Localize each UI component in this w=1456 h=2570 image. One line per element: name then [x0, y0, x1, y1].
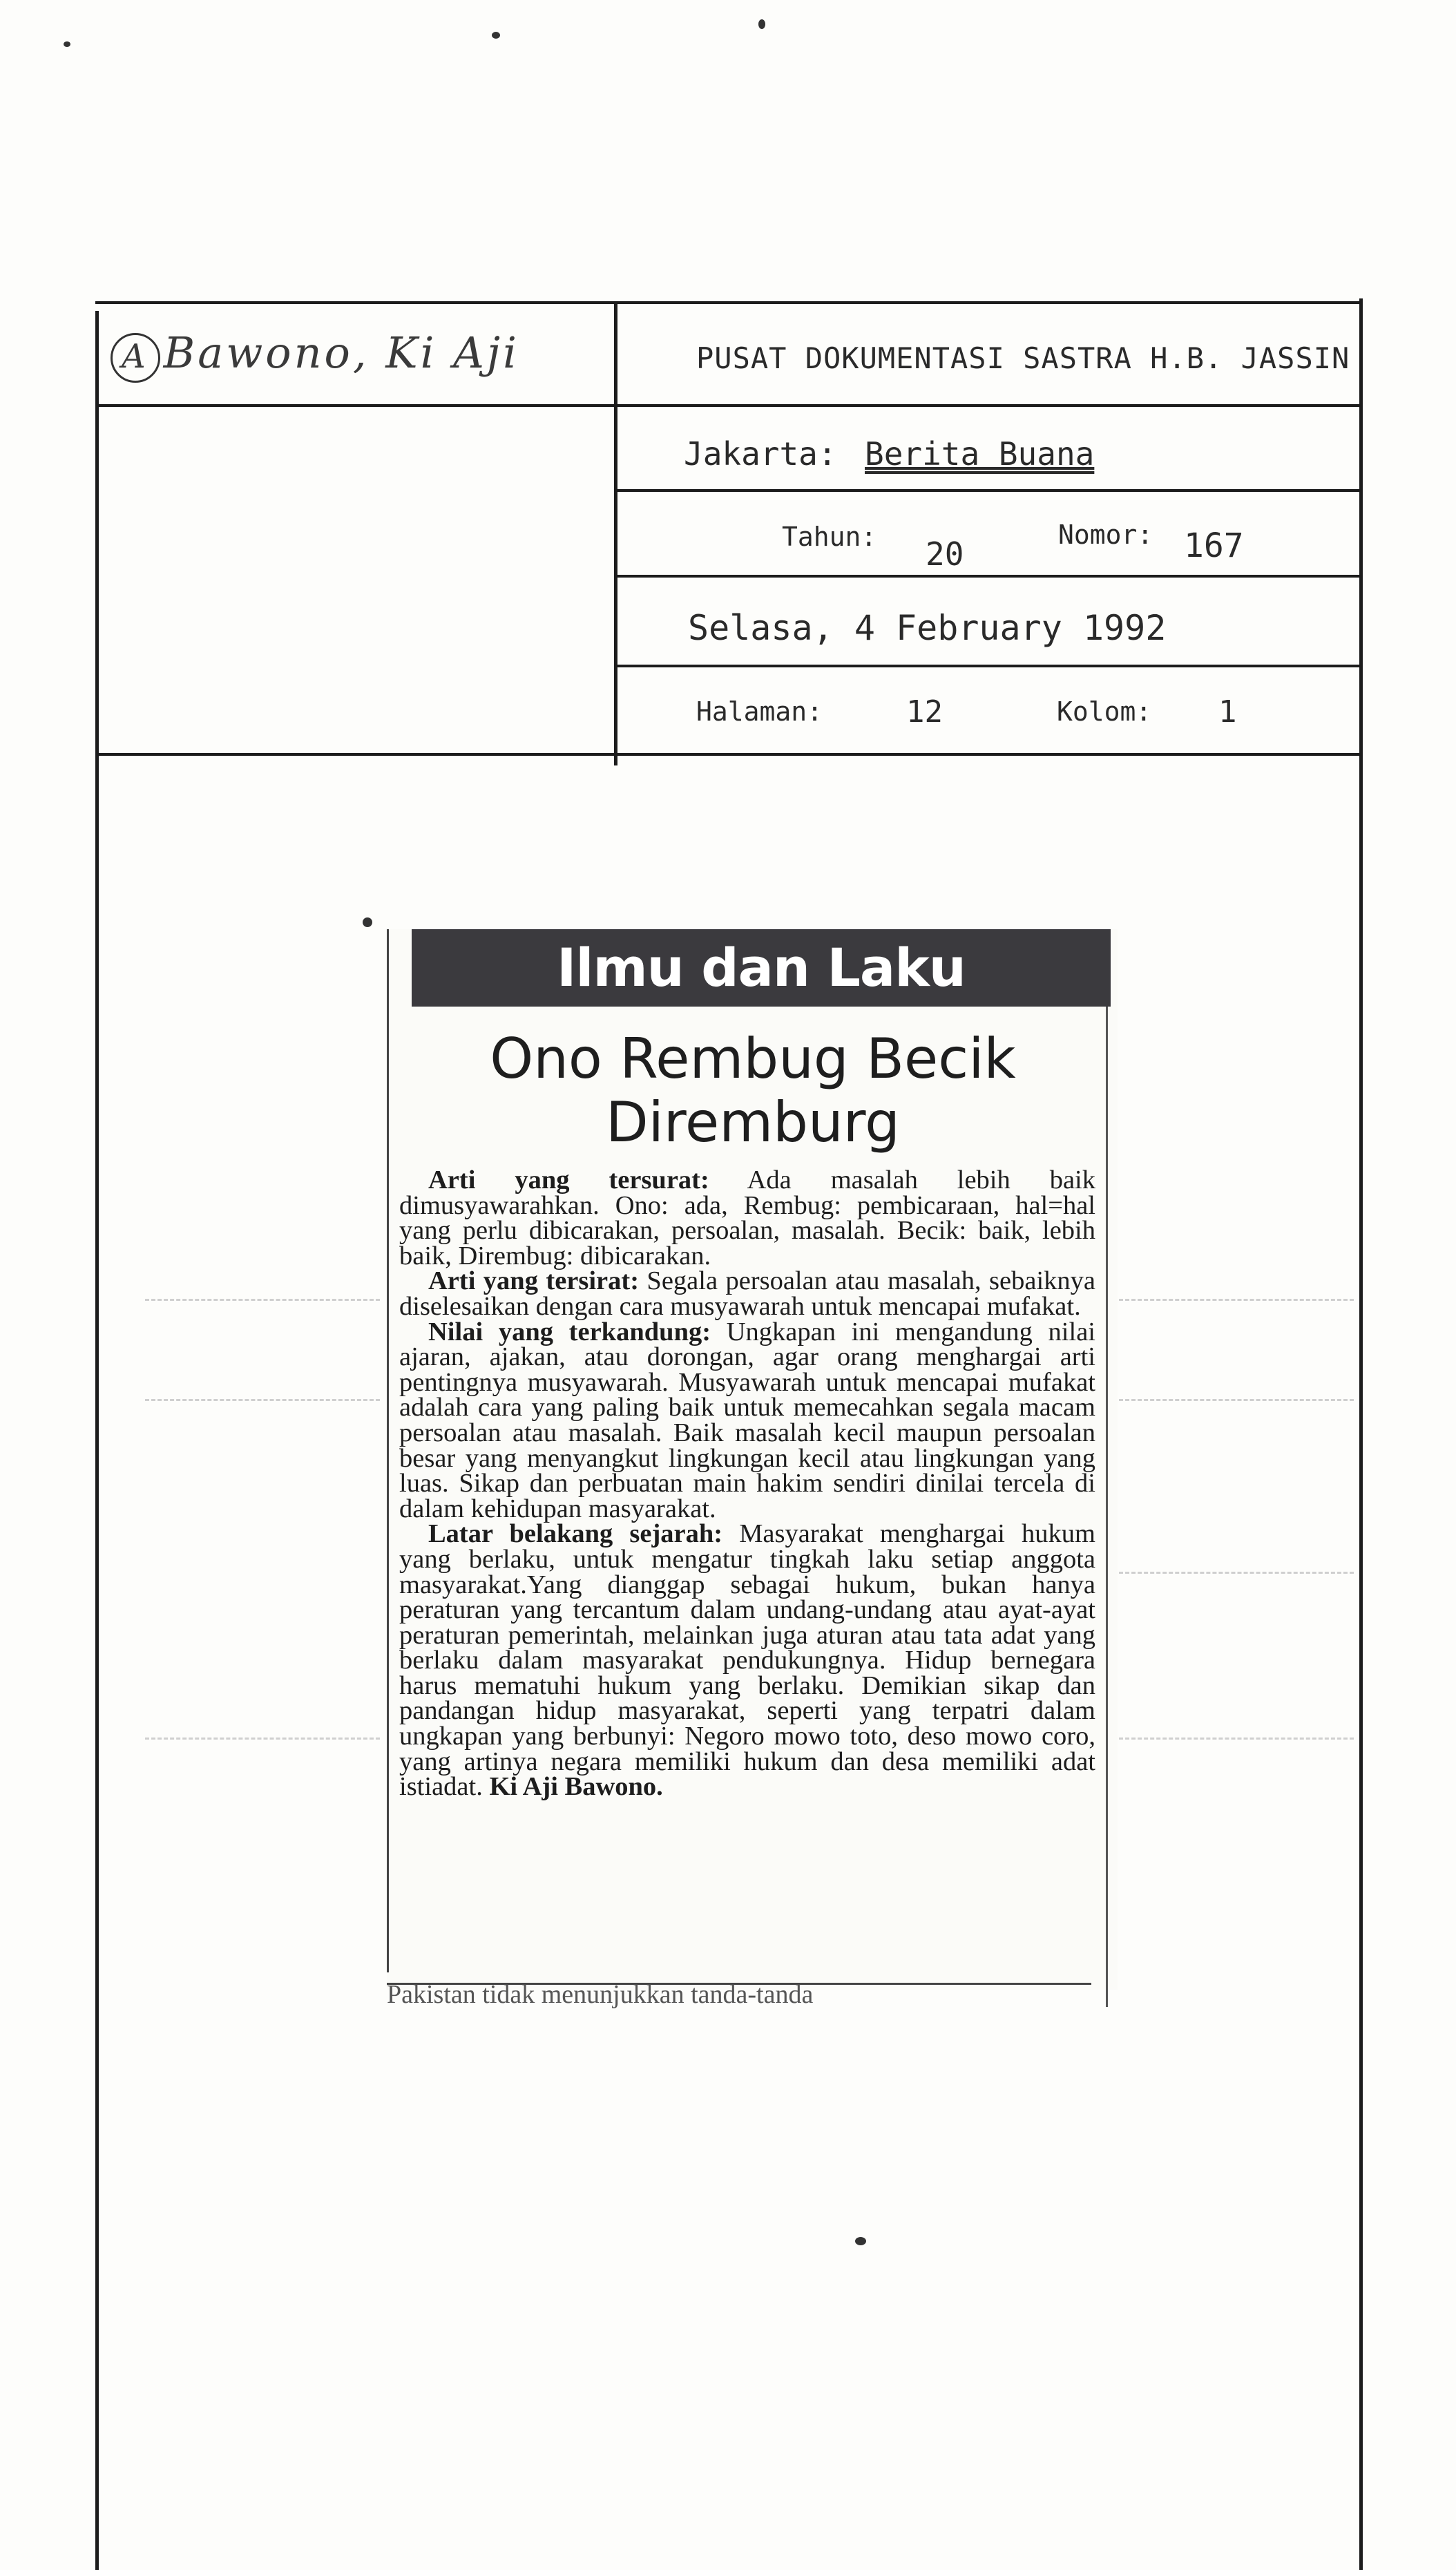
article-title-line: Diremburg: [606, 1090, 900, 1154]
newspaper-clipping: [387, 929, 1118, 2009]
cut-off-next-article-text: Pakistan tidak menunjukkan tanda-tanda: [387, 1980, 814, 2009]
column-label: Kolom:: [1057, 696, 1152, 727]
article-paragraph: [399, 1268, 1095, 1319]
publication-date: Selasa, 4 February 1992: [688, 608, 1167, 648]
scan-speck: [363, 917, 372, 927]
scan-speck: [492, 32, 500, 39]
paragraph-text: Masyarakat menghargai hukum yang berlaku, untuk mengatur tingkah laku setiap anggota masyarakat.Yang dianggap sebagai hukum, bukan hanya peraturan yang tercantum dalam undang-undang atau ayat-ayat peraturan pemerintah, melainkan juga aturan atau tata adat yang berlaku dalam masyarakat pendukungnya. Hidup bernegara harus mematuhi hukum yang berlaku. Demikian sikap dan pandangan hidup masyarakat, seperti yang terpatri dalam ungkapan yang berbunyi: Negoro mowo toto, deso mowo coro, yang artinya negara memiliki hukum dan desa memiliki adat istiadat.: [399, 1519, 1095, 1802]
paragraph-text: Ungkapan ini mengandung nilai ajaran, ajakan, atau dorongan, agar orang menghargai arti pentingnya musyawarah. Musyawarah untuk mencapai mufakat adalah cara yang paling baik untuk memecahkan segala macam persoalan atau masalah. Baik masalah kecil maupun persoalan besar yang menyangkut lingkungan kecil atau lingkungan yang luas. Sikap dan perbuatan main hakim sendiri dinilai tercela di dalam kehidupan masyarakat.: [399, 1317, 1095, 1523]
article-title: [408, 1027, 1098, 1154]
handwritten-mark-letter: A: [122, 337, 149, 376]
paragraph-text: Segala persoalan atau masalah, sebaiknya diselesaikan dengan cara musyawarah untuk mencapai mufakat.: [399, 1266, 1095, 1321]
bleed-through-line: [145, 1299, 380, 1303]
card-row-divider: [614, 665, 1363, 667]
article-author: Ki Aji Bawono.: [489, 1772, 663, 1802]
card-border-right: [1359, 298, 1363, 2570]
bleed-through-line: [1119, 1299, 1354, 1303]
card-border-top: [95, 301, 1363, 304]
scan-speck: [64, 41, 70, 47]
bleed-through-line: [1119, 1572, 1354, 1576]
card-row-divider: [614, 404, 1363, 407]
article-paragraph: [399, 1165, 1095, 1270]
paragraph-heading: Arti yang tersurat:: [428, 1165, 709, 1194]
year-label: Tahun:: [782, 522, 877, 552]
bleed-through-line: [1119, 1738, 1354, 1742]
handwritten-name: Bawono, Ki Aji: [163, 327, 519, 378]
clipping-rule-right: [1106, 978, 1108, 2007]
paragraph-heading: Arti yang tersirat:: [428, 1266, 640, 1296]
page-value: 12: [906, 694, 943, 730]
card-border-left: [95, 311, 99, 2570]
paragraph-heading: Nilai yang terkandung:: [428, 1317, 711, 1346]
bleed-through-line: [1119, 1399, 1354, 1403]
paragraph-text: Ada masalah lebih baik dimusyawarahkan. Ono: ada, Rembug: pembicaraan, hal=hal yang perlu dibicarakan, persoalan, masalah. Becik: baik, lebih baik, Dirembug: dibicarakan.: [399, 1165, 1095, 1270]
issue-number-label: Nomor:: [1058, 520, 1153, 550]
card-row-divider: [614, 489, 1363, 492]
archive-header-title: PUSAT DOKUMENTASI SASTRA H.B. JASSIN: [696, 341, 1350, 375]
column-value: 1: [1218, 694, 1237, 730]
card-divider-left: [95, 404, 614, 407]
card-row-divider: [614, 575, 1363, 578]
card-header-bottom: [95, 753, 1363, 756]
page-label: Halaman:: [696, 696, 823, 727]
issue-number-value: 167: [1184, 526, 1244, 565]
column-banner: Ilmu dan Laku: [412, 929, 1111, 1007]
city-label: Jakarta:: [684, 435, 837, 473]
handwritten-note: [111, 327, 519, 378]
card-divider-vertical: [614, 304, 617, 765]
clipping-rule-left: [387, 929, 389, 1972]
article-body: [399, 1165, 1095, 1802]
scan-speck: [758, 19, 765, 29]
year-value: 20: [926, 535, 964, 573]
article-paragraph: [399, 1521, 1095, 1800]
article-paragraph: [399, 1317, 1095, 1523]
paragraph-heading: Latar belakang sejarah:: [428, 1519, 723, 1549]
bleed-through-line: [145, 1738, 380, 1742]
article-title-line: Ono Rembug Becik: [490, 1027, 1016, 1091]
newspaper-name: Berita Buana: [865, 435, 1095, 473]
scan-speck: [855, 2237, 866, 2245]
bleed-through-line: [145, 1399, 380, 1403]
